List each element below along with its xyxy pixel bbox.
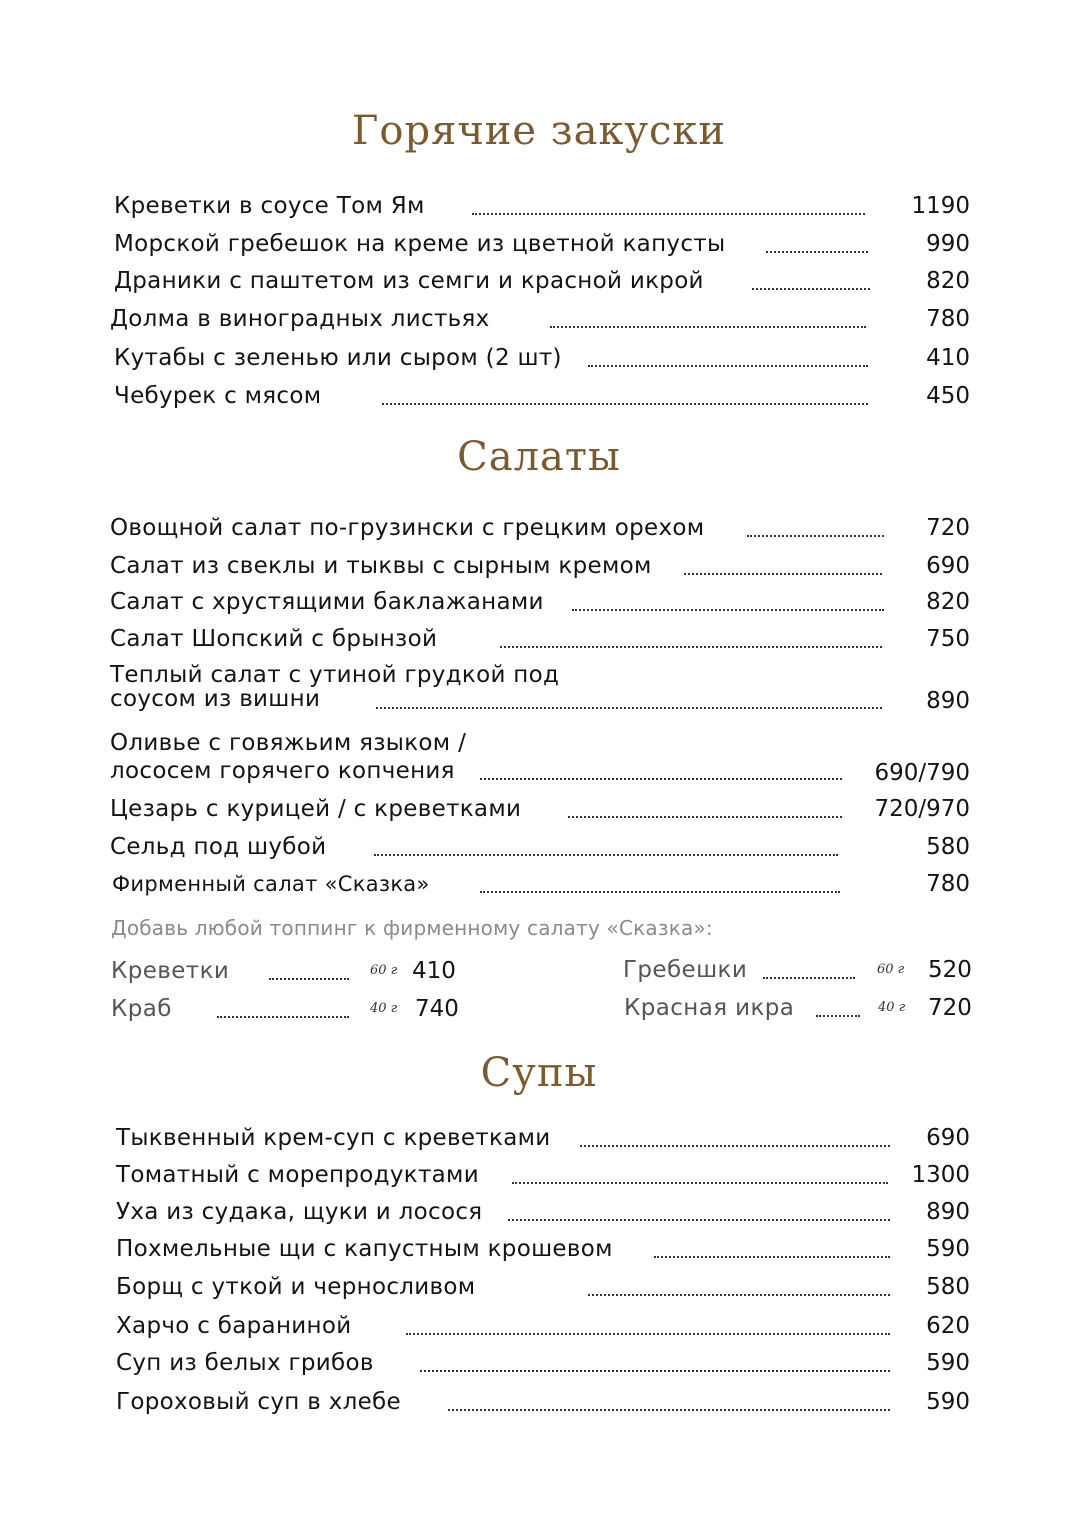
dot-leader <box>684 573 882 575</box>
menu-item <box>114 343 970 373</box>
item-price: 820 <box>926 268 970 294</box>
topping-weight: 60 г <box>877 962 905 977</box>
dot-leader <box>472 213 865 215</box>
dot-leader <box>752 288 870 290</box>
dot-leader <box>580 1145 890 1147</box>
dot-leader <box>550 326 866 328</box>
dot-leader <box>654 1256 890 1258</box>
item-name: Креветки в соусе Том Ям <box>114 193 425 219</box>
item-name: Салат с хрустящими баклажанами <box>110 589 544 615</box>
topping-price: 720 <box>928 995 972 1021</box>
topping-item <box>111 994 471 1024</box>
item-name-line-2: соусом из вишни <box>110 686 321 712</box>
item-price: 820 <box>926 589 970 615</box>
dot-leader <box>763 977 855 979</box>
dot-leader <box>480 778 842 780</box>
topping-weight: 60 г <box>370 963 398 978</box>
item-price: 690 <box>926 1125 970 1151</box>
item-name-line-1: Теплый салат с утиной грудкой под <box>110 662 560 688</box>
section-title-salads: Салаты <box>457 434 621 480</box>
item-price: 750 <box>926 626 970 652</box>
topping-price: 520 <box>928 957 972 983</box>
topping-name: Гребешки <box>623 957 748 983</box>
menu-item <box>110 513 970 543</box>
item-name-line-1: Оливье с говяжьим языком / <box>110 730 467 756</box>
item-price: 990 <box>926 231 970 257</box>
item-price: 580 <box>926 1274 970 1300</box>
item-price: 1300 <box>911 1162 970 1188</box>
item-price: 890 <box>926 1199 970 1225</box>
topping-item <box>624 993 974 1023</box>
topping-item <box>111 956 471 986</box>
dot-leader <box>420 1370 890 1372</box>
item-price: 450 <box>926 383 970 409</box>
item-price: 690 <box>926 553 970 579</box>
menu-item <box>116 1234 970 1264</box>
section-title-soups: Супы <box>480 1050 598 1096</box>
item-name: Сельд под шубой <box>110 834 327 860</box>
item-name: Морской гребешок на креме из цветной капусты <box>114 231 726 257</box>
menu-item <box>116 1387 970 1417</box>
dot-leader <box>512 1182 888 1184</box>
item-name: Кутабы с зеленью или сыром (2 шт) <box>114 345 562 371</box>
item-price: 690/790 <box>874 760 970 786</box>
dot-leader <box>374 854 838 856</box>
item-price: 780 <box>926 306 970 332</box>
menu-item <box>110 551 970 581</box>
item-price: 590 <box>926 1389 970 1415</box>
item-name: Томатный с морепродуктами <box>116 1162 479 1188</box>
dot-leader <box>406 1333 890 1335</box>
topping-item <box>623 955 973 985</box>
item-name: Борщ с уткой и черносливом <box>116 1274 476 1300</box>
item-name: Похмельные щи с капустным крошевом <box>116 1236 613 1262</box>
topping-weight: 40 г <box>878 1000 906 1015</box>
menu-item <box>116 1272 970 1302</box>
dot-leader <box>747 535 884 537</box>
dot-leader <box>568 816 842 818</box>
dot-leader <box>376 707 882 709</box>
dot-leader <box>508 1219 890 1221</box>
menu-item <box>116 1160 970 1190</box>
topping-note: Добавь любой топпинг к фирменному салату «Сказка»: <box>111 916 713 940</box>
dot-leader <box>816 1015 860 1017</box>
item-name: Цезарь с курицей / с креветками <box>110 796 522 822</box>
dot-leader <box>382 403 868 405</box>
item-name: Тыквенный крем-суп с креветками <box>116 1125 551 1151</box>
item-price: 780 <box>926 871 970 897</box>
menu-item <box>110 587 970 617</box>
item-name: Долма в виноградных листьях <box>110 306 490 332</box>
item-name: Харчо с бараниной <box>116 1313 352 1339</box>
menu-item <box>112 869 970 899</box>
item-name: Уха из судака, щуки и лосося <box>116 1199 483 1225</box>
topping-name: Красная икра <box>624 995 795 1021</box>
item-price: 580 <box>926 834 970 860</box>
item-name: Фирменный салат «Сказка» <box>112 872 430 896</box>
dot-leader <box>572 609 884 611</box>
menu-item <box>110 794 970 824</box>
item-name: Гороховый суп в хлебе <box>116 1389 401 1415</box>
menu-item <box>114 266 970 296</box>
item-price: 1190 <box>911 193 970 219</box>
item-price: 720 <box>926 515 970 541</box>
menu-item <box>116 1123 970 1153</box>
dot-leader <box>500 646 882 648</box>
dot-leader <box>448 1409 890 1411</box>
topping-name: Краб <box>111 996 172 1022</box>
menu-item <box>110 624 970 654</box>
dot-leader <box>269 978 349 980</box>
item-name: Овощной салат по-грузински с грецким орехом <box>110 515 705 541</box>
item-price: 590 <box>926 1236 970 1262</box>
menu-item <box>114 381 970 411</box>
section-title-hot-appetizers: Горячие закуски <box>351 108 727 154</box>
menu-item <box>110 832 970 862</box>
menu-item <box>116 1311 970 1341</box>
item-price: 890 <box>926 688 970 714</box>
item-name: Салат Шопский с брынзой <box>110 626 438 652</box>
dot-leader <box>766 251 868 253</box>
topping-name: Креветки <box>111 958 230 984</box>
menu-item <box>110 662 970 718</box>
dot-leader <box>588 365 868 367</box>
item-name: Салат из свеклы и тыквы с сырным кремом <box>110 553 652 579</box>
topping-price: 410 <box>412 958 456 984</box>
menu-item <box>114 191 970 221</box>
topping-price: 740 <box>415 996 459 1022</box>
item-price: 620 <box>926 1313 970 1339</box>
menu-item <box>110 730 970 786</box>
item-name: Чебурек с мясом <box>114 383 322 409</box>
item-name: Суп из белых грибов <box>116 1350 374 1376</box>
dot-leader <box>588 1294 890 1296</box>
item-price: 410 <box>926 345 970 371</box>
menu-item <box>114 229 970 259</box>
dot-leader <box>217 1016 349 1018</box>
item-name-line-2: лососем горячего копчения <box>110 758 455 784</box>
item-price: 590 <box>926 1350 970 1376</box>
menu-item <box>116 1348 970 1378</box>
item-name: Драники с паштетом из семги и красной икрой <box>114 268 704 294</box>
menu-item <box>116 1197 970 1227</box>
item-price: 720/970 <box>874 796 970 822</box>
dot-leader <box>480 891 840 893</box>
menu-item <box>110 304 970 334</box>
topping-weight: 40 г <box>370 1001 398 1016</box>
